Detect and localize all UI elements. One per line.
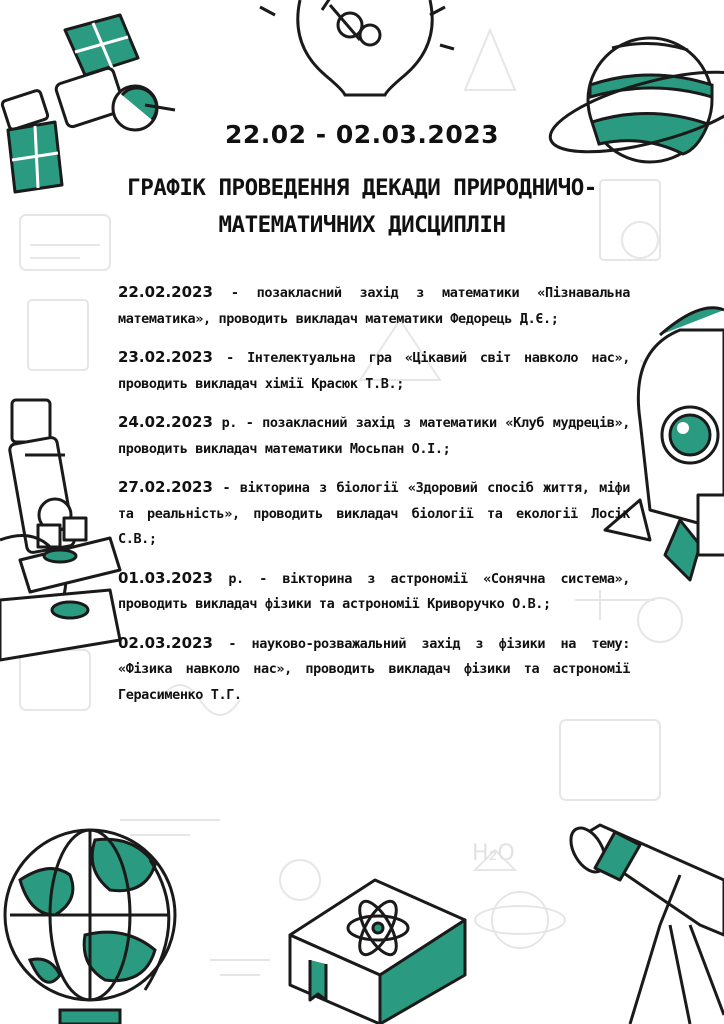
entry-date: 23.02.2023 <box>118 348 213 366</box>
entry-text: - вікторина з біології «Здоровий спосіб життя, міфи та реальність», проводить викладач біології та екології Лосік С.В.; <box>118 480 630 547</box>
book-atom-icon <box>290 880 465 1024</box>
page-title <box>80 170 644 244</box>
entry-date: 01.03.2023 <box>118 568 213 587</box>
entry-text: - Інтелектуальна гра «Цікавий світ навколо нас», проводить викладач хімії Красюк Т.В.; <box>118 350 630 392</box>
date-range: 22.02 - 02.03.2023 <box>224 120 499 149</box>
entry-text: р. - вікторина з астрономії «Сонячна система», проводить викладач фізики та астрономії Криворучко О.В.; <box>118 570 630 612</box>
h2o-doodle: H₂O <box>472 841 515 866</box>
schedule-entry <box>118 280 630 332</box>
title-line-1: ГРАФІК ПРОВЕДЕННЯ ДЕКАДИ ПРИРОДНИЧО- <box>127 175 597 201</box>
telescope-icon <box>564 822 724 1024</box>
entry-date: 24.02.2023 <box>118 413 213 431</box>
entry-text: р. - позакласний захід з математики «Клуб мудреців», проводить викладач математики Мосьпан О.І.; <box>118 415 630 457</box>
schedule-entry <box>118 410 630 462</box>
schedule-entry <box>118 345 630 397</box>
entry-date: 02.03.2023 <box>118 633 213 652</box>
entry-date: 27.02.2023 <box>118 478 213 496</box>
entry-text: - науково-розважальний захід з фізики на тему: «Фізика навколо нас», проводить викладач фізики та астрономії Герасименко Т.Г. <box>118 635 630 703</box>
entry-date: 22.02.2023 <box>118 283 213 301</box>
schedule-list <box>118 280 630 721</box>
satellite-icon <box>1 15 175 192</box>
globe-icon <box>5 830 175 1024</box>
schedule-entry <box>118 475 630 553</box>
schedule-entry <box>118 566 630 618</box>
microscope-icon <box>0 400 120 660</box>
schedule-entry <box>118 631 630 709</box>
title-line-2: МАТЕМАТИЧНИХ ДИСЦИПЛІН <box>218 212 506 238</box>
lightbulb-icon <box>260 0 454 95</box>
entry-text: - позакласний захід з математики «Пізнавальна математика», проводить викладач математики Федорець Д.Є.; <box>118 285 630 327</box>
